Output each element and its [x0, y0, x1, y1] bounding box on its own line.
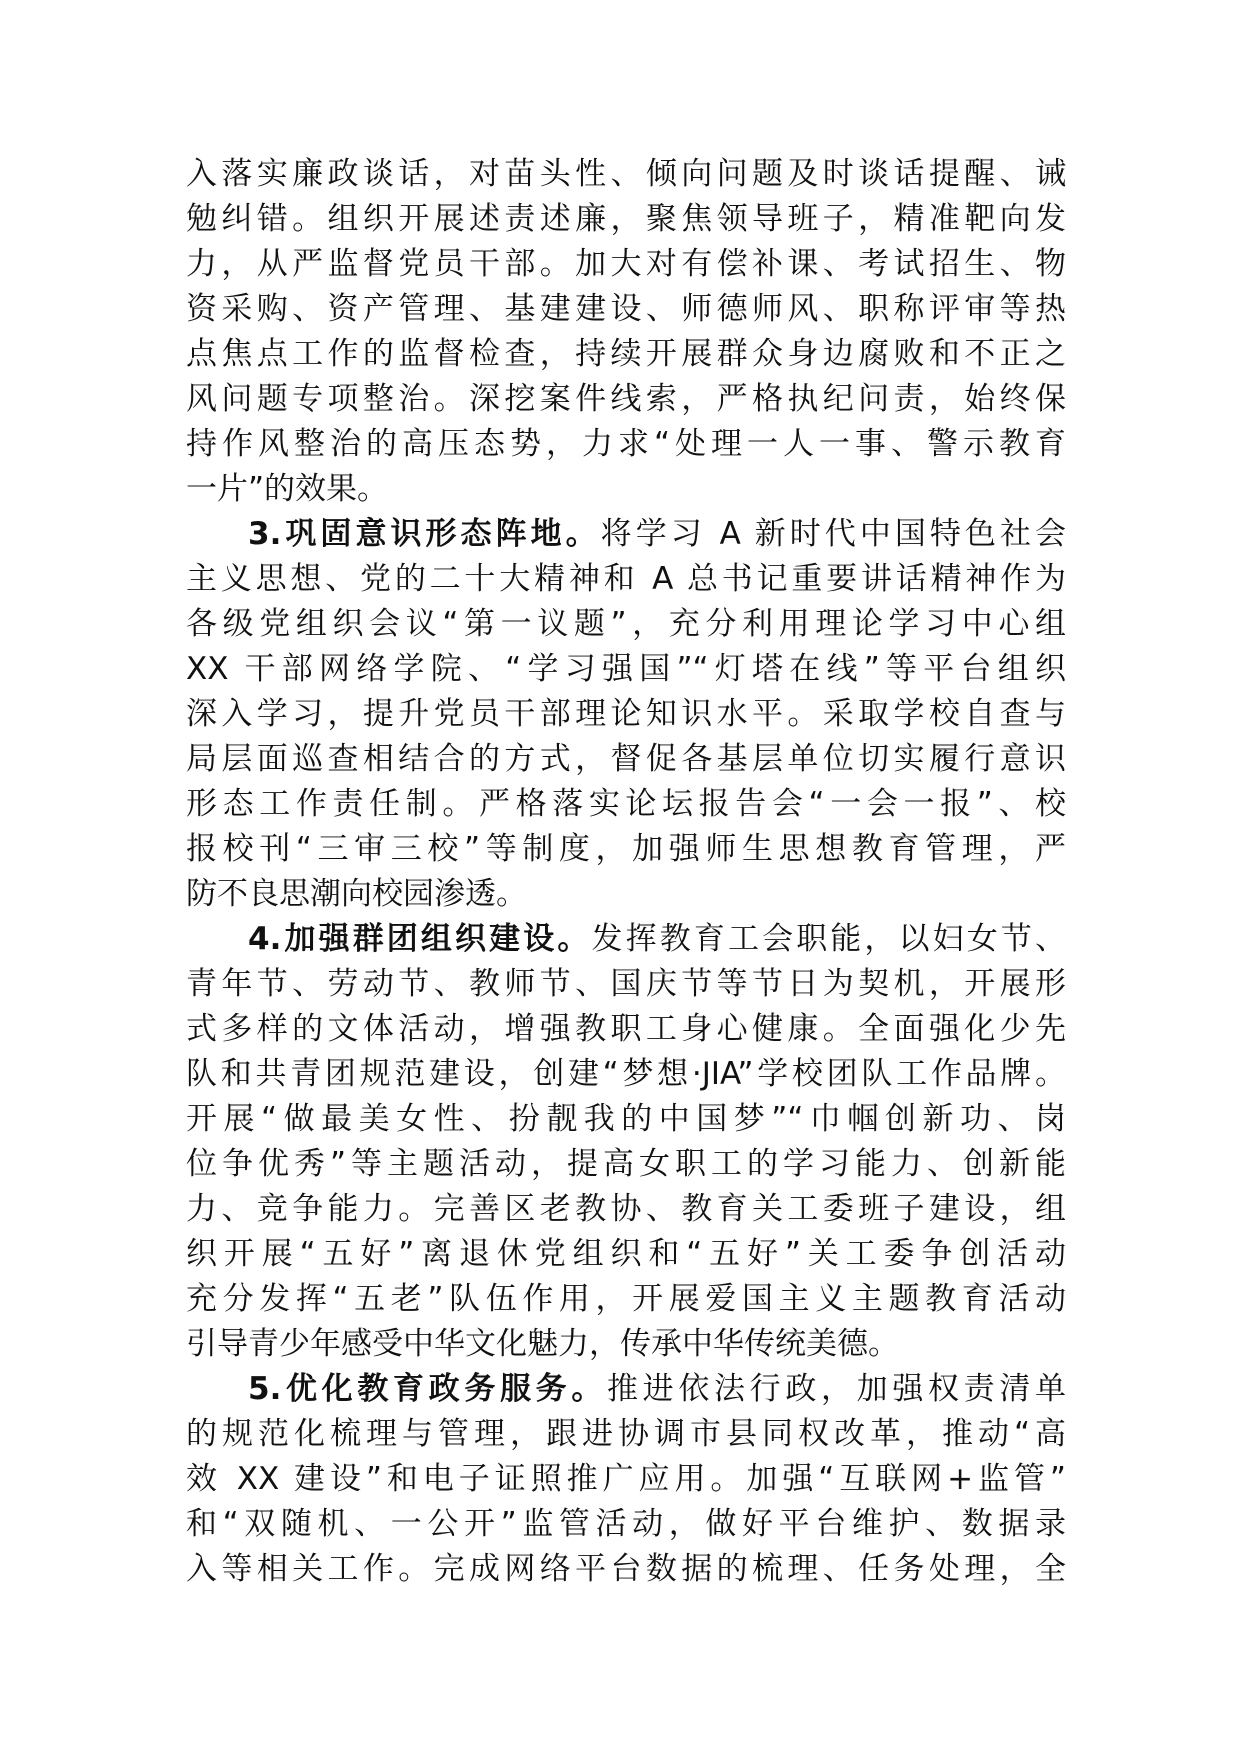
document-body [186, 152, 1066, 1592]
section-heading-line [186, 1367, 1066, 1412]
section-5 [186, 1367, 1066, 1592]
text-line: 和“双随机、一公开”监管活动，做好平台维护、数据录 [186, 1506, 1066, 1542]
section-heading: 3.巩固意识形态阵地。 [248, 516, 601, 552]
text-line: 入等相关工作。完成网络平台数据的梳理、任务处理，全 [186, 1551, 1066, 1587]
text-line: 资采购、资产管理、基建建设、师德师风、职称评审等热 [186, 291, 1066, 327]
text-line: 力、竞争能力。完善区老教协、教育关工委班子建设，组 [186, 1191, 1066, 1227]
text-line: 青年节、劳动节、教师节、国庆节等节日为契机，开展形 [186, 966, 1066, 1002]
text-line: 的规范化梳理与管理，跟进协调市县同权改革，推动“高 [186, 1416, 1066, 1452]
text-line: 勉纠错。组织开展述责述廉，聚焦领导班子，精准靶向发 [186, 201, 1066, 237]
text-line: 报校刊“三审三校”等制度，加强师生思想教育管理，严 [186, 831, 1066, 867]
text-line: 充分发挥“五老”队伍作用，开展爱国主义主题教育活动 [186, 1281, 1066, 1317]
paragraph-intro [186, 152, 1066, 512]
text-line: 局层面巡查相结合的方式，督促各基层单位切实履行意识 [186, 741, 1066, 777]
section-first-line-text: 将学习 A 新时代中国特色社会 [600, 516, 1066, 552]
text-line: 入落实廉政谈话，对苗头性、倾向问题及时谈话提醒、诫 [186, 156, 1066, 192]
text-line: 点焦点工作的监督检查，持续开展群众身边腐败和不正之 [186, 336, 1066, 372]
text-line: 引导青少年感受中华文化魅力，传承中华传统美德。 [186, 1326, 899, 1362]
text-line: 持作风整治的高压态势，力求“处理一人一事、警示教育 [186, 426, 1066, 462]
text-line: 位争优秀”等主题活动，提高女职工的学习能力、创新能 [186, 1146, 1066, 1182]
section-3 [186, 512, 1066, 917]
text-line: 开展“做最美女性、扮靓我的中国梦”“巾帼创新功、岗 [186, 1101, 1066, 1137]
section-heading-line [186, 917, 1066, 962]
text-line: XX 干部网络学院、“学习强国”“灯塔在线”等平台组织 [186, 651, 1066, 687]
text-line: 形态工作责任制。严格落实论坛报告会“一会一报”、校 [186, 786, 1066, 822]
text-line: 一片”的效果。 [186, 471, 389, 507]
text-line: 防不良思潮向校园渗透。 [186, 876, 527, 912]
section-heading-line [186, 512, 1066, 557]
section-heading: 4.加强群团组织建设。 [248, 921, 592, 957]
text-line: 力，从严监督党员干部。加大对有偿补课、考试招生、物 [186, 246, 1066, 282]
section-heading: 5.优化教育政务服务。 [248, 1371, 608, 1407]
text-line: 主义思想、党的二十大精神和 A 总书记重要讲话精神作为 [186, 561, 1066, 597]
text-line: 队和共青团规范建设，创建“梦想·JIA”学校团队工作品牌。 [186, 1056, 1066, 1092]
text-line: 织开展“五好”离退休党组织和“五好”关工委争创活动 [186, 1236, 1066, 1272]
text-line: 深入学习，提升党员干部理论知识水平。采取学校自查与 [186, 696, 1066, 732]
section-4 [186, 917, 1066, 1367]
text-line: 各级党组织会议“第一议题”，充分利用理论学习中心组 [186, 606, 1066, 642]
section-first-line-text: 推进依法行政，加强权责清单 [607, 1371, 1067, 1407]
section-first-line-text: 发挥教育工会职能，以妇女节、 [591, 921, 1066, 957]
text-line: 风问题专项整治。深挖案件线索，严格执纪问责，始终保 [186, 381, 1066, 417]
text-line: 效 XX 建设”和电子证照推广应用。加强“互联网+监管” [186, 1461, 1066, 1497]
text-line: 式多样的文体活动，增强教职工身心健康。全面强化少先 [186, 1011, 1066, 1047]
